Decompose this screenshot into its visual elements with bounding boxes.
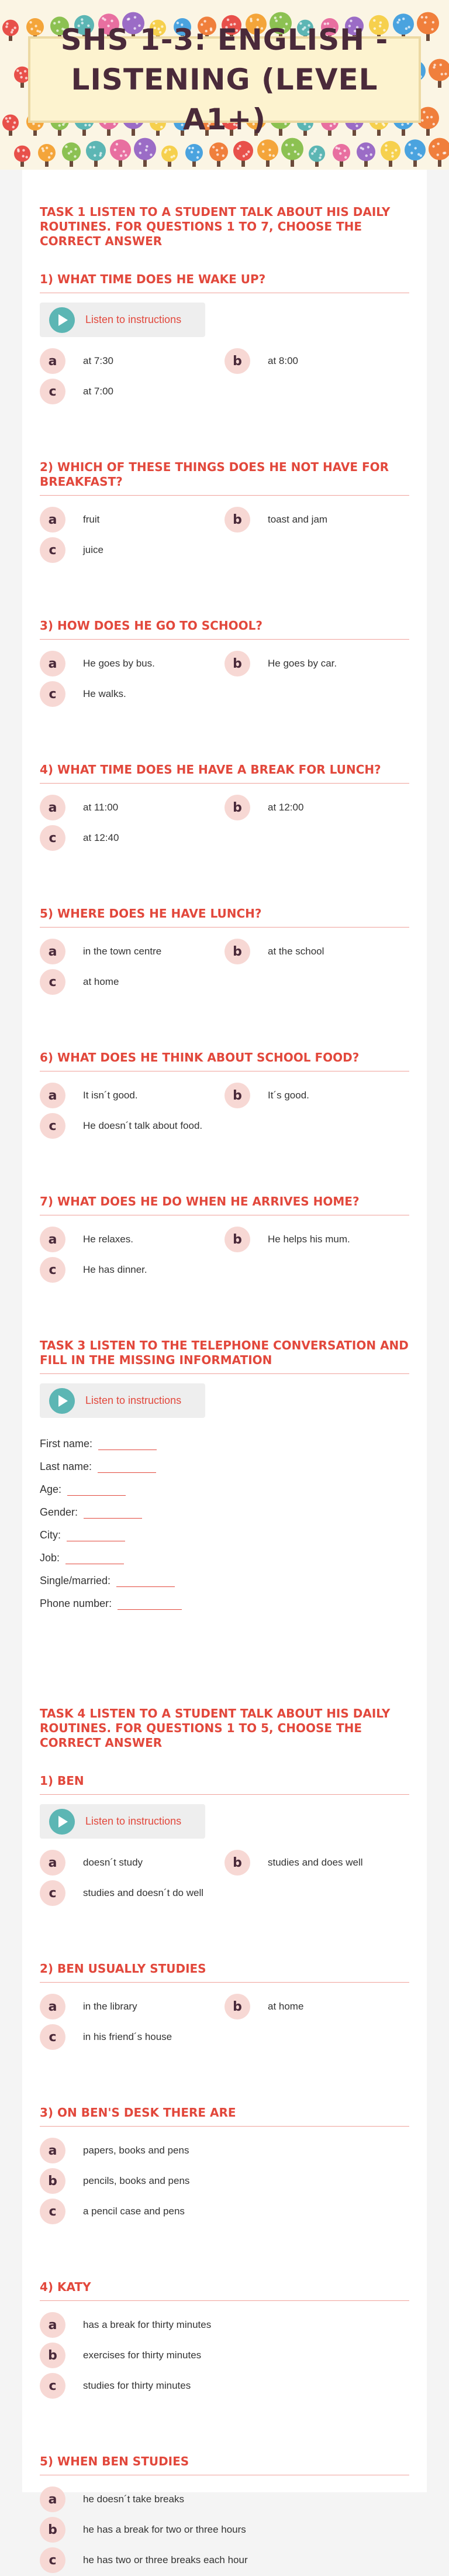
option-letter: b: [224, 1083, 250, 1108]
option-a[interactable]: [40, 937, 224, 966]
option-c[interactable]: [40, 1878, 224, 1908]
answer-blank[interactable]: [67, 1528, 125, 1541]
option-text: in his friend´s house: [83, 2031, 172, 2042]
option-letter: a: [40, 1994, 65, 2019]
option-letter: a: [40, 2138, 65, 2163]
task3-title: TASK 3 LISTEN TO THE TELEPHONE CONVERSATION AND FILL IN THE MISSING INFORMATION: [40, 1338, 409, 1374]
field-job: [40, 1541, 409, 1564]
option-letter: b: [224, 1850, 250, 1876]
tree-icon: [209, 142, 228, 167]
question-block: [40, 1962, 409, 2053]
option-letter: b: [40, 2517, 65, 2543]
option-a[interactable]: [40, 346, 224, 376]
worksheet-card: [22, 170, 427, 2568]
option-letter: c: [40, 1257, 65, 1283]
tree-icon: [62, 142, 81, 167]
option-text: He goes by car.: [268, 658, 337, 669]
option-c[interactable]: [40, 679, 224, 709]
question-block: [40, 1774, 409, 1909]
option-letter: b: [224, 348, 250, 374]
option-text: has a break for thirty minutes: [83, 2319, 212, 2330]
tree-icon: [134, 138, 156, 167]
option-c[interactable]: [40, 2197, 409, 2226]
option-b[interactable]: [224, 649, 409, 678]
answer-blank[interactable]: [65, 1551, 124, 1564]
question-title: 3) ON BEN'S DESK THERE ARE: [40, 2106, 409, 2127]
option-letter: c: [40, 1113, 65, 1139]
option-text: It´s good.: [268, 1090, 309, 1101]
option-text: he has two or three breaks each hour: [83, 2554, 248, 2565]
option-b[interactable]: [224, 1848, 409, 1877]
tree-icon: [309, 146, 325, 167]
field-first-name: [40, 1427, 409, 1450]
option-letter: c: [40, 1880, 65, 1906]
option-text: in the library: [83, 2001, 137, 2012]
option-b[interactable]: [40, 2515, 409, 2544]
option-a[interactable]: [40, 1848, 224, 1877]
option-b[interactable]: [224, 937, 409, 966]
option-letter: a: [40, 1083, 65, 1108]
answer-blank[interactable]: [98, 1437, 157, 1450]
answer-blank[interactable]: [98, 1459, 156, 1473]
option-letter: b: [224, 795, 250, 820]
option-c[interactable]: [40, 2022, 224, 2052]
field-label: Age:: [40, 1483, 62, 1495]
question-block: [40, 460, 409, 566]
field-label: Last name:: [40, 1461, 92, 1472]
option-a[interactable]: [40, 649, 224, 678]
tree-icon: [381, 141, 400, 167]
field-age: [40, 1473, 409, 1496]
option-a[interactable]: [40, 505, 224, 534]
question-title: 1) BEN: [40, 1774, 409, 1795]
option-a[interactable]: [40, 2136, 409, 2165]
option-a[interactable]: [40, 1081, 224, 1110]
option-letter: c: [40, 969, 65, 995]
option-a[interactable]: [40, 2485, 409, 2514]
option-text: at home: [83, 976, 119, 987]
option-text: at 12:40: [83, 832, 119, 843]
question-title: 7) WHAT DOES HE DO WHEN HE ARRIVES HOME?: [40, 1194, 409, 1215]
option-a[interactable]: [40, 1992, 224, 2021]
option-c[interactable]: [40, 377, 224, 406]
question-title: 1) WHAT TIME DOES HE WAKE UP?: [40, 272, 409, 293]
option-text: exercises for thirty minutes: [83, 2350, 202, 2361]
option-text: doesn´t study: [83, 1857, 143, 1868]
question-block: [40, 906, 409, 998]
option-letter: a: [40, 2312, 65, 2338]
listen-button[interactable]: [40, 1383, 205, 1418]
answer-blank[interactable]: [67, 1482, 126, 1496]
tree-icon: [233, 141, 253, 167]
field-gender: [40, 1496, 409, 1519]
tree-icon: [281, 138, 303, 167]
field-phone-number: [40, 1587, 409, 1610]
option-text: He has dinner.: [83, 1264, 147, 1275]
question-block: [40, 1194, 409, 1286]
field-label: Job:: [40, 1552, 60, 1564]
option-text: studies and doesn´t do well: [83, 1887, 204, 1898]
tree-icon: [357, 142, 375, 167]
option-text: He walks.: [83, 688, 126, 699]
task3-block: [40, 1338, 409, 1610]
listen-label: Listen to instructions: [85, 314, 182, 325]
option-letter: c: [40, 2024, 65, 2050]
option-letter: b: [40, 2168, 65, 2194]
option-letter: b: [224, 1227, 250, 1252]
field-label: City:: [40, 1529, 61, 1541]
option-letter: c: [40, 825, 65, 851]
worksheet-content: [40, 205, 409, 2576]
question-block: [40, 1050, 409, 1142]
option-text: at 7:00: [83, 386, 113, 397]
question-block: [40, 2280, 409, 2402]
option-text: at 11:00: [83, 802, 119, 813]
play-icon[interactable]: [49, 1809, 75, 1835]
tree-icon: [257, 139, 278, 167]
title-box: [28, 23, 421, 136]
option-letter: b: [224, 939, 250, 964]
option-text: at 12:00: [268, 802, 304, 813]
listen-button[interactable]: [40, 1804, 205, 1839]
option-text: papers, books and pens: [83, 2145, 189, 2156]
field-single-married: [40, 1564, 409, 1587]
option-b[interactable]: [224, 1225, 409, 1254]
option-text: he doesn´t take breaks: [83, 2493, 184, 2505]
option-text: studies for thirty minutes: [83, 2380, 191, 2391]
option-letter: c: [40, 379, 65, 404]
option-c[interactable]: [40, 2546, 409, 2575]
question-block: [40, 272, 409, 407]
listen-label: Listen to instructions: [85, 1395, 182, 1406]
option-text: a pencil case and pens: [83, 2206, 185, 2217]
option-letter: a: [40, 1850, 65, 1876]
option-letter: a: [40, 1227, 65, 1252]
option-text: He helps his mum.: [268, 1234, 350, 1245]
option-c[interactable]: [40, 2371, 409, 2400]
listen-label: Listen to instructions: [85, 1815, 182, 1827]
option-letter: a: [40, 651, 65, 676]
question-title: 3) HOW DOES HE GO TO SCHOOL?: [40, 619, 409, 640]
option-text: He goes by bus.: [83, 658, 155, 669]
field-label: Phone number:: [40, 1598, 112, 1609]
option-letter: c: [40, 2547, 65, 2573]
option-letter: c: [40, 681, 65, 707]
option-b[interactable]: [224, 346, 409, 376]
tree-icon: [2, 20, 19, 41]
tree-icon: [405, 139, 426, 167]
question-title: 2) BEN USUALLY STUDIES: [40, 1962, 409, 1983]
option-text: he has a break for two or three hours: [83, 2524, 246, 2535]
option-text: It isn´t good.: [83, 1090, 138, 1101]
tree-icon: [38, 144, 56, 167]
option-text: at 8:00: [268, 355, 298, 366]
tree-icon: [110, 139, 131, 167]
option-text: pencils, books and pens: [83, 2175, 190, 2186]
question-title: 6) WHAT DOES HE THINK ABOUT SCHOOL FOOD?: [40, 1050, 409, 1071]
option-letter: a: [40, 348, 65, 374]
option-text: in the town centre: [83, 946, 162, 957]
option-c[interactable]: [40, 535, 224, 565]
question-title: 2) WHICH OF THESE THINGS DOES HE NOT HAVE FOR BREAKFAST?: [40, 460, 409, 496]
task1-title: TASK 1 LISTEN TO A STUDENT TALK ABOUT HIS DAILY ROUTINES. FOR QUESTIONS 1 TO 7, CHOOSE THE CORRECT ANSWER: [40, 205, 391, 248]
option-text: at home: [268, 2001, 304, 2012]
option-text: studies and does well: [268, 1857, 363, 1868]
option-text: toast and jam: [268, 514, 328, 525]
question-title: 4) KATY: [40, 2280, 409, 2301]
tree-icon: [185, 144, 203, 167]
option-letter: a: [40, 795, 65, 820]
option-letter: c: [40, 537, 65, 563]
option-letter: a: [40, 939, 65, 964]
option-a[interactable]: [40, 2310, 409, 2340]
option-letter: b: [40, 2343, 65, 2368]
tree-icon: [86, 141, 106, 167]
question-title: 4) WHAT TIME DOES HE HAVE A BREAK FOR LUNCH?: [40, 763, 409, 784]
play-icon[interactable]: [49, 1388, 75, 1414]
option-b[interactable]: [224, 793, 409, 822]
option-text: He relaxes.: [83, 1234, 133, 1245]
field-last-name: [40, 1450, 409, 1473]
field-label: Gender:: [40, 1506, 78, 1518]
option-letter: a: [40, 2486, 65, 2512]
question-title: 5) WHERE DOES HE HAVE LUNCH?: [40, 906, 409, 928]
question-block: [40, 2106, 409, 2227]
option-c[interactable]: [40, 1255, 224, 1284]
option-c[interactable]: [40, 1111, 224, 1141]
option-c[interactable]: [40, 823, 224, 853]
header-banner: [0, 0, 449, 170]
option-text: juice: [83, 544, 103, 555]
tree-icon: [2, 115, 19, 136]
tree-icon: [161, 146, 178, 167]
tree-icon: [429, 59, 449, 88]
option-letter: a: [40, 507, 65, 533]
option-b[interactable]: [224, 1992, 409, 2021]
task4-title: TASK 4 LISTEN TO A STUDENT TALK ABOUT HIS DAILY ROUTINES. FOR QUESTIONS 1 TO 5, CHOOSE THE CORRECT ANSWER: [40, 1706, 391, 1750]
option-text: at the school: [268, 946, 324, 957]
question-block: [40, 2454, 409, 2576]
tree-icon: [333, 144, 350, 167]
listen-button[interactable]: [40, 303, 205, 337]
option-text: at 7:30: [83, 355, 113, 366]
option-letter: c: [40, 2199, 65, 2224]
option-a[interactable]: [40, 793, 224, 822]
option-a[interactable]: [40, 1225, 224, 1254]
page-title: SHS 1-3: ENGLISH - LISTENING (LEVEL A1+): [60, 23, 389, 136]
option-letter: c: [40, 2373, 65, 2399]
option-letter: b: [224, 507, 250, 533]
play-icon[interactable]: [49, 307, 75, 333]
question-title: 5) WHEN BEN STUDIES: [40, 2454, 409, 2475]
field-label: First name:: [40, 1438, 93, 1450]
tree-icon: [14, 146, 30, 167]
answer-blank[interactable]: [84, 1505, 142, 1519]
question-block: [40, 619, 409, 710]
option-c[interactable]: [40, 967, 224, 997]
option-letter: b: [224, 651, 250, 676]
option-letter: b: [224, 1994, 250, 2019]
option-text: fruit: [83, 514, 100, 525]
question-block: [40, 763, 409, 854]
answer-blank[interactable]: [118, 1596, 182, 1610]
tree-icon: [429, 138, 449, 167]
answer-blank[interactable]: [116, 1574, 175, 1587]
field-label: Single/married:: [40, 1575, 111, 1586]
option-b[interactable]: [40, 2341, 409, 2370]
option-b[interactable]: [224, 1081, 409, 1110]
option-text: He doesn´t talk about food.: [83, 1120, 203, 1131]
option-b[interactable]: [40, 2166, 409, 2196]
field-city: [40, 1519, 409, 1541]
option-b[interactable]: [224, 505, 409, 534]
